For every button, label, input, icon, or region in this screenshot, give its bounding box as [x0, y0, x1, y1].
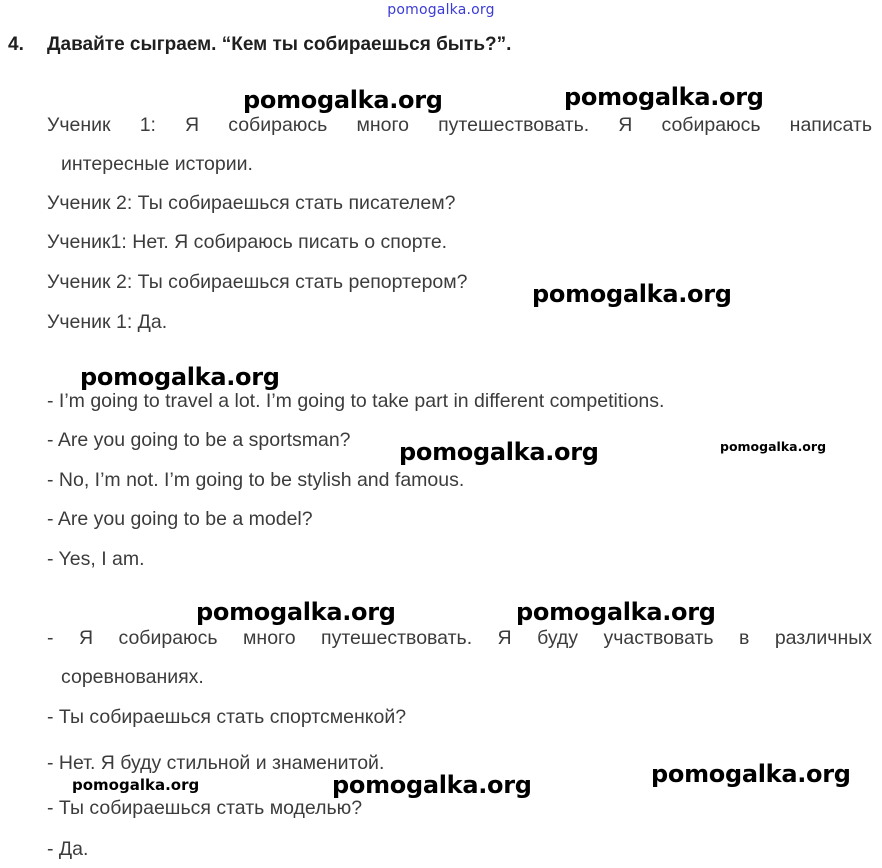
dialogue-line: - Нет. Я буду стильной и знаменитой.: [47, 752, 385, 774]
watermark: pomogalka.org: [399, 438, 599, 466]
dialogue-line: Ученик1: Нет. Я собираюсь писать о спорте.: [47, 231, 448, 253]
watermark: pomogalka.org: [332, 771, 532, 799]
dialogue-line: - I’m going to travel a lot. I’m going to take part in different competitions.: [47, 390, 665, 412]
dialogue-line: - Yes, I am.: [47, 548, 145, 570]
watermark: pomogalka.org: [80, 363, 280, 391]
dialogue-line: - Ты собираешься стать моделью?: [47, 797, 363, 819]
dialogue-line: - Are you going to be a sportsman?: [47, 429, 351, 451]
dialogue-line: Ученик 2: Ты собираешься стать писателем?: [47, 192, 456, 214]
task-title: Давайте сыграем. “Кем ты собираешься быть?”.: [47, 34, 512, 55]
dialogue-line: - Я собираюсь много путешествовать. Я буду участвовать в различных: [47, 627, 872, 649]
task-number: 4.: [8, 34, 24, 55]
dialogue-line: - No, I’m not. I’m going to be stylish and famous.: [47, 469, 465, 491]
watermark: pomogalka.org: [72, 776, 200, 794]
watermark: pomogalka.org: [720, 439, 827, 454]
dialogue-line: соревнованиях.: [61, 666, 204, 688]
dialogue-line: Ученик 1: Я собираюсь много путешествовать. Я собираюсь написать: [47, 114, 872, 136]
dialogue-line: - Are you going to be a model?: [47, 508, 313, 530]
watermark: pomogalka.org: [243, 86, 443, 114]
watermark: pomogalka.org: [651, 760, 851, 788]
watermark: pomogalka.org: [532, 280, 732, 308]
dialogue-line: Ученик 2: Ты собираешься стать репортером?: [47, 271, 468, 293]
watermark: pomogalka.org: [196, 598, 396, 626]
dialogue-line: - Ты собираешься стать спортсменкой?: [47, 706, 407, 728]
site-header: pomogalka.org: [387, 2, 495, 18]
dialogue-line: интересные истории.: [61, 153, 253, 175]
watermark: pomogalka.org: [564, 83, 764, 111]
dialogue-line: - Да.: [47, 838, 89, 860]
dialogue-line: Ученик 1: Да.: [47, 311, 168, 333]
watermark: pomogalka.org: [516, 598, 716, 626]
